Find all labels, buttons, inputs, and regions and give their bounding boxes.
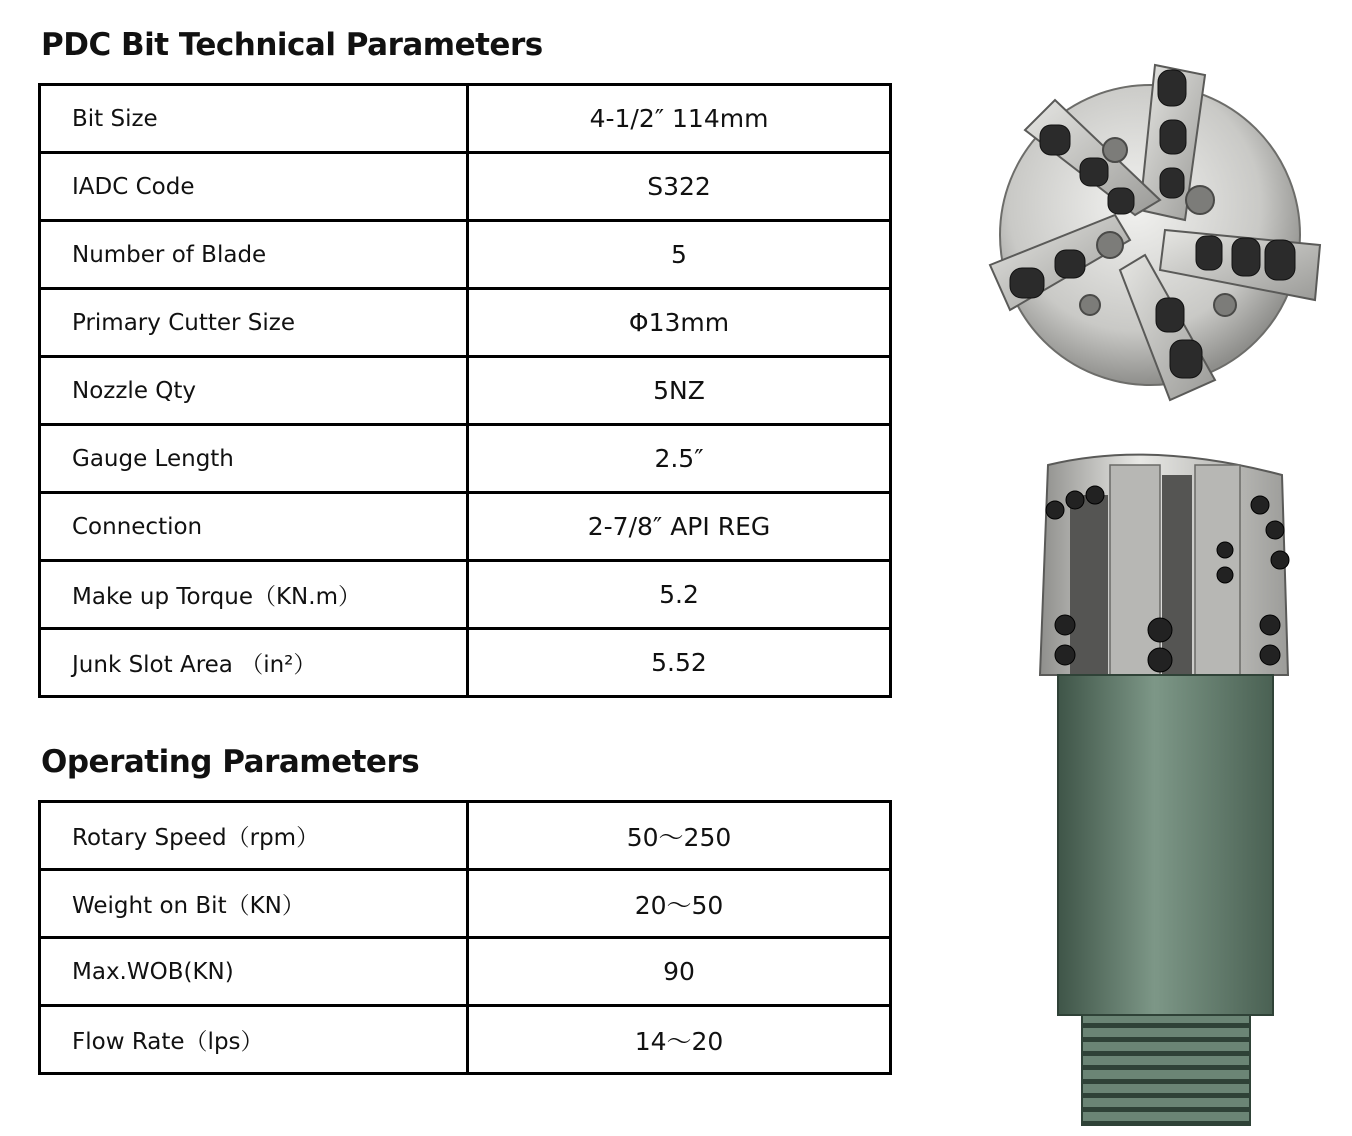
- param-label: Weight on Bit（KN）: [40, 870, 468, 938]
- technical-parameters-table: [38, 83, 892, 698]
- pdc-bit-top-view-icon: [970, 40, 1330, 420]
- param-value: 20～50: [468, 870, 891, 938]
- param-value: 14～20: [468, 1006, 891, 1074]
- table-row: [40, 221, 891, 289]
- table-row: [40, 938, 891, 1006]
- operating-parameters-table: [38, 800, 892, 1075]
- table-row: [40, 802, 891, 870]
- param-value: 5.52: [468, 629, 891, 697]
- table-row: [40, 425, 891, 493]
- param-label: Rotary Speed（rpm）: [40, 802, 468, 870]
- param-value: 5.2: [468, 561, 891, 629]
- table-row: [40, 85, 891, 153]
- technical-parameters-title: PDC Bit Technical Parameters: [41, 27, 543, 63]
- param-label: Connection: [40, 493, 468, 561]
- param-value: 4-1/2″ 114mm: [468, 85, 891, 153]
- param-label: Gauge Length: [40, 425, 468, 493]
- product-images: [970, 40, 1350, 1136]
- param-label: IADC Code: [40, 153, 468, 221]
- param-value: 50～250: [468, 802, 891, 870]
- param-value: 90: [468, 938, 891, 1006]
- param-value: 5NZ: [468, 357, 891, 425]
- param-label: Nozzle Qty: [40, 357, 468, 425]
- table-row: [40, 289, 891, 357]
- table-row: [40, 357, 891, 425]
- table-row: [40, 1006, 891, 1074]
- param-value: Φ13mm: [468, 289, 891, 357]
- param-label: Primary Cutter Size: [40, 289, 468, 357]
- table-row: [40, 629, 891, 697]
- table-row: [40, 153, 891, 221]
- param-value: 2.5″: [468, 425, 891, 493]
- param-label: Make up Torque（KN.m）: [40, 561, 468, 629]
- pdc-bit-side-view-icon: [970, 435, 1330, 1135]
- operating-parameters-title: Operating Parameters: [41, 744, 420, 780]
- param-value: 2-7/8″ API REG: [468, 493, 891, 561]
- table-row: [40, 493, 891, 561]
- param-label: Number of Blade: [40, 221, 468, 289]
- param-label: Bit Size: [40, 85, 468, 153]
- param-label: Max.WOB(KN): [40, 938, 468, 1006]
- table-row: [40, 870, 891, 938]
- param-label: Junk Slot Area （in²）: [40, 629, 468, 697]
- param-value: 5: [468, 221, 891, 289]
- param-label: Flow Rate（lps）: [40, 1006, 468, 1074]
- table-row: [40, 561, 891, 629]
- param-value: S322: [468, 153, 891, 221]
